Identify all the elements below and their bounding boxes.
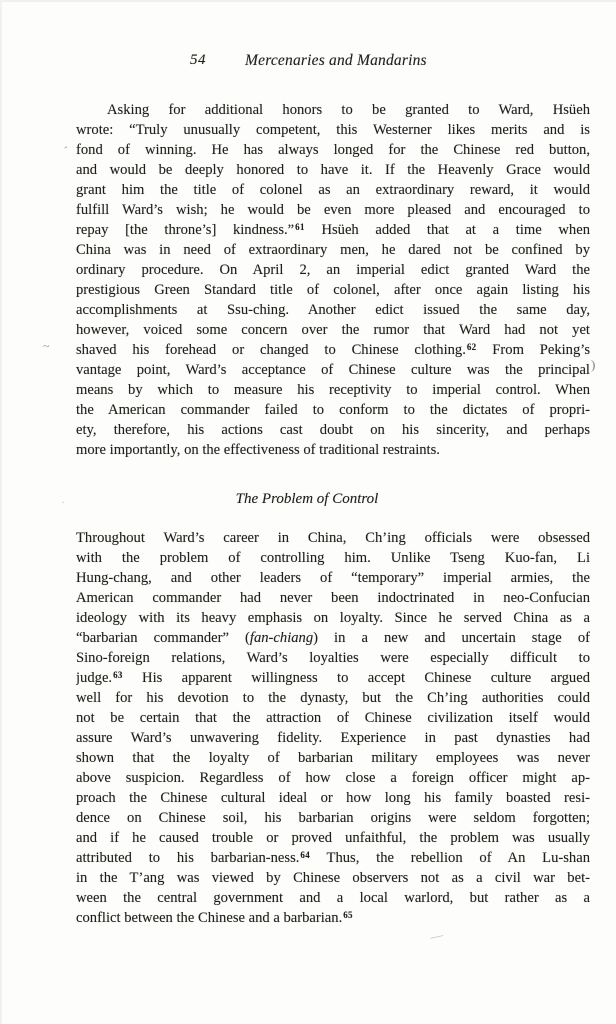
text-segment: in the T’ang was viewed by Chinese observers not as a civil war bet- bbox=[76, 870, 590, 886]
text-line bbox=[76, 120, 590, 140]
text-line bbox=[76, 748, 590, 768]
text-segment: ween the central government and a local warlord, but rather as a bbox=[76, 890, 590, 906]
text-segment: Asking for additional honors to be granted to Ward, Hsüeh bbox=[107, 102, 590, 118]
text-segment: fulfill Ward’s wish; he would be even more pleased and encouraged to bbox=[76, 202, 590, 218]
text-segment: wrote: “Truly unusually competent, this Westerner likes merits and is bbox=[76, 122, 590, 138]
text-line bbox=[76, 220, 590, 240]
text-line bbox=[76, 548, 590, 568]
text-line bbox=[76, 628, 590, 648]
text-segment: ordinary procedure. On April 2, an imperial edict granted Ward the bbox=[76, 262, 590, 278]
text-line bbox=[76, 908, 590, 928]
footnote-ref: 64 bbox=[300, 849, 311, 860]
text-segment: the American commander failed to conform to the dictates of propri- bbox=[76, 402, 590, 418]
text-segment: ideology with its heavy emphasis on loyalty. Since he served China as a bbox=[76, 610, 590, 626]
text-line bbox=[76, 668, 590, 688]
margin-mark: ~ bbox=[43, 339, 50, 353]
text-line bbox=[76, 608, 590, 628]
text-segment: conflict between the Chinese and a barbarian. bbox=[76, 910, 343, 926]
text-line bbox=[76, 688, 590, 708]
text-line bbox=[76, 888, 590, 908]
text-segment: assure Ward’s unwavering fidelity. Experience in past dynasties had bbox=[76, 730, 590, 746]
text-line bbox=[76, 340, 590, 360]
text-segment: grant him the title of colonel as an extraordinary reward, it would bbox=[76, 182, 590, 198]
text-line bbox=[76, 808, 590, 828]
text-segment: proach the Chinese cultural ideal or how long his family boasted resi- bbox=[76, 790, 590, 806]
text-line bbox=[76, 400, 590, 420]
text-segment: means by which to measure his receptivity to imperial control. When bbox=[76, 382, 590, 398]
text-line bbox=[76, 240, 590, 260]
text-line bbox=[76, 768, 590, 788]
text-line bbox=[76, 588, 590, 608]
text-segment: and would be deeply honored to have it. If the Heavenly Grace would bbox=[76, 162, 590, 178]
text-segment: repay [the throne’s] kindness.” bbox=[76, 222, 295, 238]
text-line bbox=[76, 848, 590, 868]
text-line bbox=[76, 528, 590, 548]
text-line bbox=[76, 360, 590, 380]
text-segment: fond of winning. He has always longed for the Chinese red button, bbox=[76, 142, 590, 158]
text-segment: dence on Chinese soil, his barbarian origins were seldom forgotten; bbox=[76, 810, 590, 826]
text-segment: above suspicion. Regardless of how close a foreign officer might ap- bbox=[76, 770, 590, 786]
text-segment: accomplishments at Ssu-ching. Another edict issued the same day, bbox=[76, 302, 590, 318]
text-segment: with the problem of controlling him. Unlike Tseng Kuo-fan, Li bbox=[76, 550, 590, 566]
text-segment: His apparent willingness to accept Chinese culture argued bbox=[122, 670, 590, 686]
text-line bbox=[76, 380, 590, 400]
text-segment: American commander had never been indoctrinated in neo-Confucian bbox=[76, 590, 590, 606]
footnote-ref: 65 bbox=[343, 909, 353, 920]
text-line bbox=[76, 648, 590, 668]
text-segment: more importantly, on the effectiveness of traditional restraints. bbox=[76, 442, 440, 458]
text-segment: ety, therefore, his actions cast doubt on his sincerity, and perhaps bbox=[76, 422, 590, 438]
text-line bbox=[76, 280, 590, 300]
footnote-ref: 63 bbox=[113, 669, 123, 680]
paragraph-2 bbox=[76, 528, 590, 928]
text-line bbox=[76, 868, 590, 888]
text-segment: prestigious Green Standard title of colonel, after once again listing his bbox=[76, 282, 590, 298]
paragraph-1 bbox=[76, 100, 590, 460]
text-segment: Sino-foreign relations, Ward’s loyalties were especially difficult to bbox=[76, 650, 590, 666]
text-segment: well for his devotion to the dynasty, but the Ch’ing authorities could bbox=[76, 690, 590, 706]
text-line bbox=[76, 100, 590, 120]
text-line bbox=[76, 788, 590, 808]
text-line bbox=[76, 160, 590, 180]
text-line bbox=[76, 828, 590, 848]
text-line bbox=[76, 300, 590, 320]
text-line bbox=[76, 180, 590, 200]
text-line bbox=[76, 200, 590, 220]
text-line bbox=[76, 568, 590, 588]
margin-mark: ) bbox=[591, 357, 596, 372]
text-segment: fan-chiang bbox=[249, 630, 314, 646]
text-segment: Throughout Ward’s career in China, Ch’ing officials were obsessed bbox=[76, 530, 590, 546]
text-segment: Hung-chang, and other leaders of “temporary” imperial armies, the bbox=[76, 570, 590, 586]
text-line bbox=[76, 420, 590, 440]
text-segment: not be certain that the attraction of Chinese civilization itself would bbox=[76, 710, 590, 726]
text-segment: “barbarian commander” ( bbox=[76, 630, 250, 646]
running-header bbox=[0, 52, 616, 74]
text-segment: attributed to his barbarian-ness. bbox=[76, 850, 300, 866]
text-segment: judge. bbox=[76, 670, 113, 686]
text-segment: Thus, the rebellion of An Lu-shan bbox=[310, 850, 590, 866]
text-segment: shown that the loyalty of barbarian military employees was never bbox=[76, 750, 590, 766]
text-segment: China was in need of extraordinary men, he dared not be confined by bbox=[76, 242, 590, 258]
running-title: Mercenaries and Mandarins bbox=[245, 52, 427, 69]
text-segment: From Peking’s bbox=[476, 342, 590, 358]
page-number: 54 bbox=[190, 52, 206, 68]
footnote-ref: 62 bbox=[466, 341, 477, 352]
margin-mark: - bbox=[60, 140, 71, 154]
text-line bbox=[76, 260, 590, 280]
text-segment: vantage point, Ward’s acceptance of Chinese culture was the principal bbox=[76, 362, 590, 378]
section-heading: The Problem of Control bbox=[235, 491, 379, 507]
text-segment: shaved his forehead or changed to Chinese clothing. bbox=[76, 342, 466, 358]
text-line bbox=[76, 440, 590, 460]
text-segment: Hsüeh added that at a time when bbox=[304, 222, 590, 238]
text-line bbox=[76, 320, 590, 340]
margin-mark: — bbox=[428, 926, 445, 945]
margin-mark: · bbox=[61, 495, 65, 509]
text-segment: however, voiced some concern over the rumor that Ward had not yet bbox=[76, 322, 590, 338]
text-line bbox=[76, 708, 590, 728]
footnote-ref: 61 bbox=[295, 221, 305, 232]
text-line bbox=[76, 140, 590, 160]
text-line bbox=[76, 728, 590, 748]
text-segment: and if he caused trouble or proved unfaithful, the problem was usually bbox=[76, 830, 590, 846]
text-segment: ) in a new and uncertain stage of bbox=[313, 630, 590, 646]
